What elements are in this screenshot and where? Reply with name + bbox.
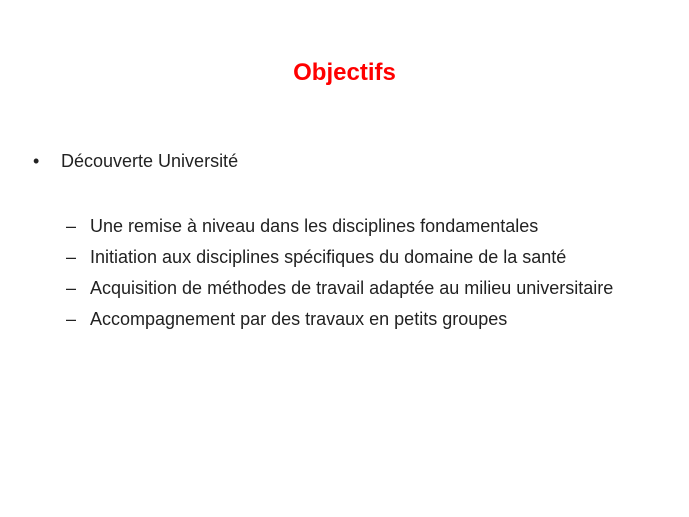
- dash-icon: –: [66, 247, 77, 267]
- sub-bullet-item: [66, 307, 626, 331]
- bullet-icon: •: [33, 151, 40, 171]
- main-bullet-item: [33, 149, 653, 173]
- main-bullet-text: Découverte Université: [61, 151, 239, 171]
- sub-bullet-list: [66, 214, 626, 338]
- sub-bullet-item: [66, 276, 626, 300]
- dash-icon: –: [66, 278, 77, 298]
- sub-bullet-text: Acquisition de méthodes de travail adaptée au milieu universitaire: [90, 278, 614, 298]
- sub-bullet-item: [66, 245, 626, 269]
- dash-icon: –: [66, 309, 77, 329]
- sub-bullet-text: Accompagnement par des travaux en petits groupes: [90, 309, 508, 329]
- slide-title: Objectifs: [293, 59, 396, 86]
- sub-bullet-text: Une remise à niveau dans les disciplines fondamentales: [90, 216, 539, 236]
- sub-bullet-item: [66, 214, 626, 238]
- dash-icon: –: [66, 216, 77, 236]
- sub-bullet-text: Initiation aux disciplines spécifiques du domaine de la santé: [90, 247, 567, 267]
